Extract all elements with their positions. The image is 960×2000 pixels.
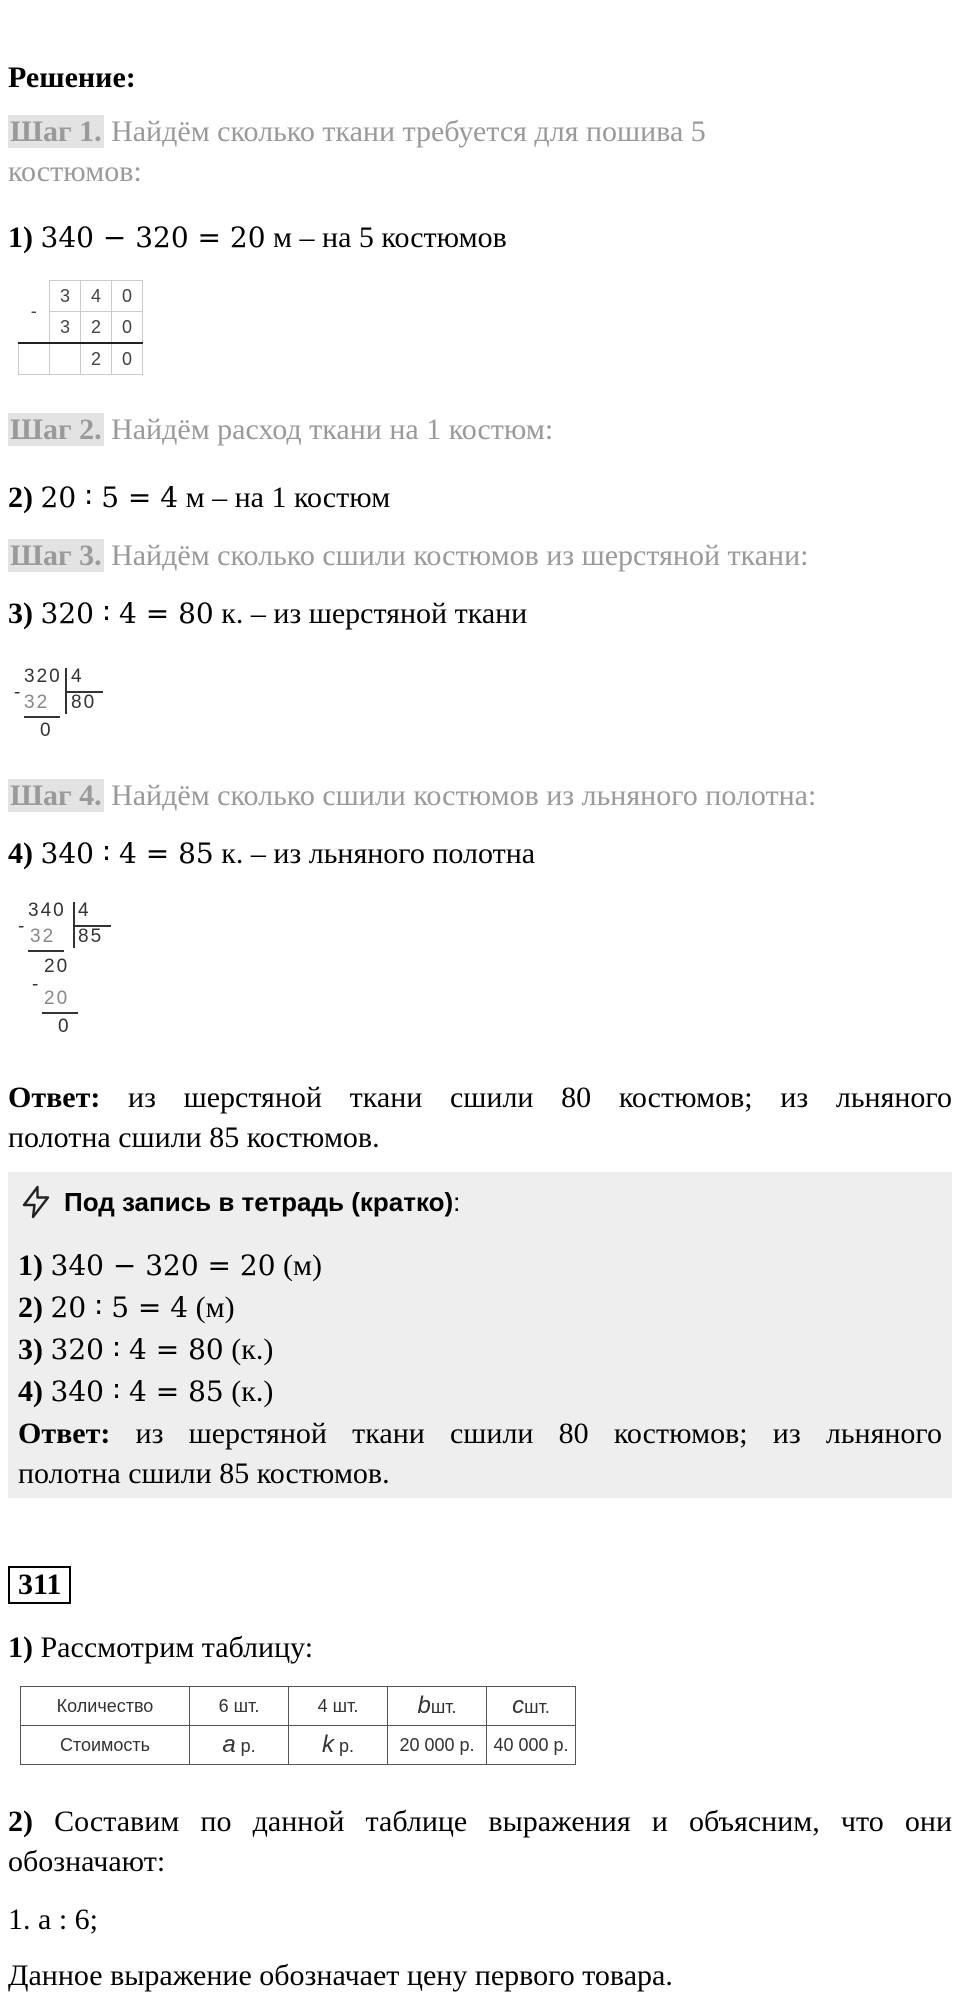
eq1-text: м – на 5 костюмов xyxy=(265,221,507,254)
table-cell: 4 шт. xyxy=(289,1687,388,1726)
note-line-2: 2) 20 ∶ 5 = 4 (м) xyxy=(18,1291,235,1324)
step2-text: Найдём расход ткани на 1 костюм: xyxy=(103,413,554,446)
div2-minus-2: - xyxy=(32,974,41,995)
step4-line xyxy=(8,776,816,816)
div2-subtrahend-2: 20 xyxy=(44,988,70,1009)
task2-line2: обозначают: xyxy=(8,1845,166,1878)
lightning-icon xyxy=(18,1184,54,1220)
eq3-num: 3) xyxy=(8,597,33,630)
equation-4 xyxy=(8,834,535,874)
sub-cell: 4 xyxy=(81,281,112,312)
sub-cell: 0 xyxy=(112,281,143,312)
step2-line xyxy=(8,410,553,450)
table-row xyxy=(21,1726,576,1765)
table-cell: cшт. xyxy=(487,1687,576,1726)
div1-minus: - xyxy=(14,682,23,703)
div2-divisor: 4 xyxy=(78,900,91,921)
sub-cell xyxy=(19,343,50,375)
table-cell: bшт. xyxy=(388,1687,487,1726)
div2-partial: 20 xyxy=(44,956,70,977)
div2-minus: - xyxy=(18,916,27,937)
notebook-box xyxy=(8,1172,952,1498)
equation-3 xyxy=(8,594,527,634)
table-cell: 6 шт. xyxy=(190,1687,289,1726)
task-number: 311 xyxy=(8,1566,71,1604)
div2-remainder: 0 xyxy=(58,1016,71,1037)
sub-cell: 0 xyxy=(112,312,143,344)
div1-divisor: 4 xyxy=(71,666,84,687)
expression-1-description: Данное выражение обозначает цену первого товара. xyxy=(8,1959,673,1992)
long-division-1 xyxy=(14,666,114,752)
price-table xyxy=(20,1686,576,1765)
sub-cell xyxy=(50,343,81,375)
equation-1 xyxy=(8,218,507,258)
answer-label: Ответ: xyxy=(8,1081,101,1114)
div2-quotient: 85 xyxy=(78,926,104,947)
step3-tag: Шаг 3. xyxy=(10,539,102,572)
note-line-4: 4) 340 ∶ 4 = 85 (к.) xyxy=(18,1375,274,1408)
answer-line2: полотна сшили 85 костюмов. xyxy=(8,1121,380,1154)
sub-cell: 3 xyxy=(50,281,81,312)
step1-text: Найдём сколько ткани требуется для пошива 5 xyxy=(103,115,706,148)
step3-line xyxy=(8,536,809,576)
table-cell: a р. xyxy=(190,1726,289,1765)
subtraction-grid xyxy=(18,280,143,375)
answer-text-1: из шерстяной ткани сшили 80 костюмов; из льняного xyxy=(100,1081,952,1114)
table-cell: Количество xyxy=(21,1687,190,1726)
answer-line1 xyxy=(8,1078,952,1118)
note-answer-line2: полотна сшили 85 костюмов. xyxy=(18,1457,390,1490)
table-cell: 20 000 р. xyxy=(388,1726,487,1765)
step1-line1 xyxy=(8,112,706,152)
eq2-expr: 20 ∶ 5 = 4 xyxy=(40,481,179,514)
eq1-expr: 340 − 320 = 20 xyxy=(40,221,266,254)
step3-text: Найдём сколько сшили костюмов из шерстяной ткани: xyxy=(103,539,809,572)
table-row xyxy=(21,1687,576,1726)
div1-subtrahend: 32 xyxy=(24,692,50,713)
notebook-title: Под запись в тетрадь (кратко): xyxy=(64,1187,461,1217)
eq3-expr: 320 ∶ 4 = 80 xyxy=(40,597,214,630)
eq2-num: 2) xyxy=(8,481,33,514)
eq1-num: 1) xyxy=(8,221,33,254)
sub-cell: 2 xyxy=(81,343,112,375)
long-division-2 xyxy=(18,900,118,1050)
table-cell: Стоимость xyxy=(21,1726,190,1765)
eq3-text: к. – из шерстяной ткани xyxy=(213,597,528,630)
sub-cell: 2 xyxy=(81,312,112,344)
step4-text: Найдём сколько сшили костюмов из льняного полотна: xyxy=(103,779,817,812)
task1-line: 1) Рассмотрим таблицу: xyxy=(8,1631,314,1664)
eq2-text: м – на 1 костюм xyxy=(178,481,391,514)
note-line-3: 3) 320 ∶ 4 = 80 (к.) xyxy=(18,1333,274,1366)
note-line-1: 1) 340 − 320 = 20 (м) xyxy=(18,1249,323,1282)
equation-2 xyxy=(8,478,390,518)
eq4-num: 4) xyxy=(8,837,33,870)
note-answer-line1: Ответ: из шерстяной ткани сшили 80 костюмов; из льняного xyxy=(18,1417,942,1450)
div1-remainder: 0 xyxy=(40,720,53,741)
table-cell: 40 000 р. xyxy=(487,1726,576,1765)
table-cell: k р. xyxy=(289,1726,388,1765)
solution-label: Решение: xyxy=(8,61,136,94)
div1-quotient: 80 xyxy=(71,692,97,713)
eq4-expr: 340 ∶ 4 = 85 xyxy=(40,837,214,870)
sub-cell: 0 xyxy=(112,343,143,375)
div1-dividend: 320 xyxy=(24,666,62,687)
eq4-text: к. – из льняного полотна xyxy=(213,837,536,870)
step1-tag: Шаг 1. xyxy=(10,115,102,148)
task2-line1: 2) Составим по данной таблице выражения и объясним, что они xyxy=(8,1805,952,1838)
div2-dividend: 340 xyxy=(28,900,66,921)
step1-line2: костюмов: xyxy=(8,155,142,188)
step2-tag: Шаг 2. xyxy=(10,413,102,446)
expression-1: 1. a : 6; xyxy=(8,1903,98,1936)
div2-subtrahend-1: 32 xyxy=(30,926,56,947)
step4-tag: Шаг 4. xyxy=(10,779,102,812)
sub-cell: 3 xyxy=(50,312,81,344)
subtraction-sign: - xyxy=(19,281,50,344)
